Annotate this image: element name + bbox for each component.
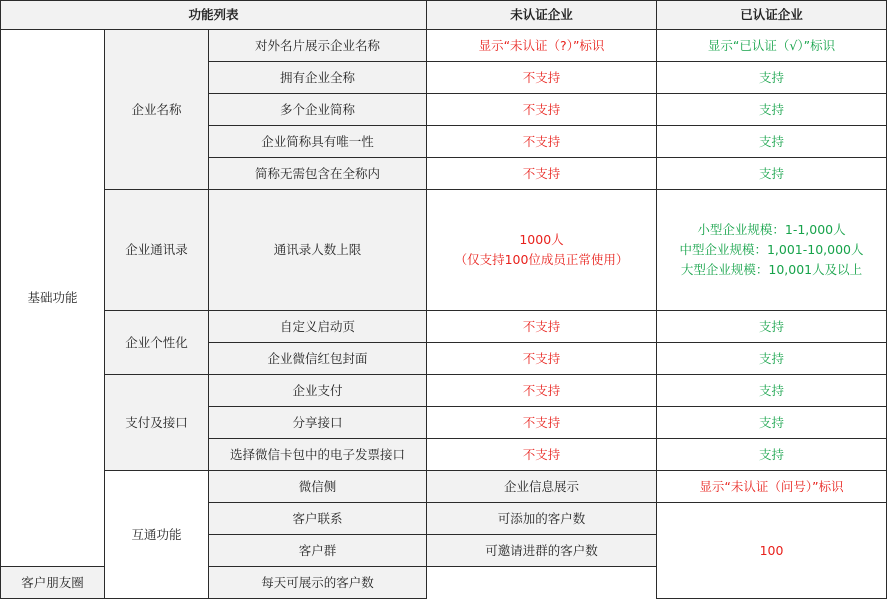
contacts-limit-verified-line3: 大型企业规模：10,001人及以上	[680, 262, 863, 277]
verified-cell: 支持	[657, 94, 887, 126]
verified-cell: 支持	[657, 62, 887, 94]
header-unverified: 未认证企业	[427, 1, 657, 30]
unverified-cell: 不支持	[427, 94, 657, 126]
feature-cell: 企业简称具有唯一性	[209, 126, 427, 158]
customers-limit-unverified: 100	[657, 503, 887, 599]
verified-cell	[657, 190, 887, 311]
verified-cell: 支持	[657, 126, 887, 158]
contacts-limit-verified-line2: 中型企业规模：1,001-10,000人	[679, 242, 864, 257]
feature-cell: 分享接口	[209, 407, 427, 439]
unverified-cell: 不支持	[427, 62, 657, 94]
feature-cell: 企业信息展示	[427, 471, 657, 503]
contacts-limit-unverified-line1: 1000人	[519, 232, 564, 247]
subgroup-customer-contact: 客户联系	[209, 503, 427, 535]
unverified-cell: 不支持	[427, 158, 657, 190]
unverified-cell	[427, 190, 657, 311]
verified-cell: 支持	[657, 311, 887, 343]
unverified-cell: 不支持	[427, 126, 657, 158]
unverified-cell: 不支持	[427, 343, 657, 375]
verified-cell: 支持	[657, 158, 887, 190]
feature-cell: 企业微信红包封面	[209, 343, 427, 375]
verified-cell: 支持	[657, 343, 887, 375]
unverified-cell: 不支持	[427, 311, 657, 343]
feature-cell: 自定义启动页	[209, 311, 427, 343]
table-row	[1, 311, 887, 343]
group-interop: 互通功能	[105, 471, 209, 599]
unverified-cell: 显示“未认证（?）”标识	[427, 30, 657, 62]
header-feature-list: 功能列表	[1, 1, 427, 30]
unverified-cell: 不支持	[427, 439, 657, 471]
feature-cell: 对外名片展示企业名称	[209, 30, 427, 62]
verified-cell: 支持	[657, 407, 887, 439]
verified-cell: 显示“已认证（√）”标识	[657, 30, 887, 62]
feature-cell: 拥有企业全称	[209, 62, 427, 94]
verified-cell: 支持	[657, 439, 887, 471]
feature-cell: 每天可展示的客户数	[209, 567, 427, 599]
contacts-limit-verified-line1: 小型企业规模：1-1,000人	[697, 222, 846, 237]
subgroup-payment: 支付及接口	[105, 375, 209, 471]
table-row	[1, 30, 887, 62]
feature-cell: 选择微信卡包中的电子发票接口	[209, 439, 427, 471]
unverified-cell: 不支持	[427, 375, 657, 407]
header-row	[1, 1, 887, 30]
subgroup-wechat-side: 微信侧	[209, 471, 427, 503]
unverified-cell: 不支持	[427, 407, 657, 439]
subgroup-customer-moments: 客户朋友圈	[1, 567, 105, 599]
unverified-cell: 显示“未认证（问号）”标识	[657, 471, 887, 503]
table-row	[1, 471, 887, 503]
contacts-limit-unverified-line2: （仅支持100位成员正常使用）	[454, 252, 629, 267]
subgroup-personalization: 企业个性化	[105, 311, 209, 375]
table-row	[1, 190, 887, 311]
feature-cell: 可添加的客户数	[427, 503, 657, 535]
feature-cell: 可邀请进群的客户数	[427, 535, 657, 567]
feature-cell: 通讯录人数上限	[209, 190, 427, 311]
subgroup-contacts: 企业通讯录	[105, 190, 209, 311]
subgroup-enterprise-name: 企业名称	[105, 30, 209, 190]
header-verified: 已认证企业	[657, 1, 887, 30]
feature-cell: 企业支付	[209, 375, 427, 407]
table-row	[1, 375, 887, 407]
verified-cell: 支持	[657, 375, 887, 407]
feature-cell: 多个企业简称	[209, 94, 427, 126]
subgroup-customer-group: 客户群	[209, 535, 427, 567]
group-basic: 基础功能	[1, 30, 105, 567]
feature-cell: 简称无需包含在全称内	[209, 158, 427, 190]
